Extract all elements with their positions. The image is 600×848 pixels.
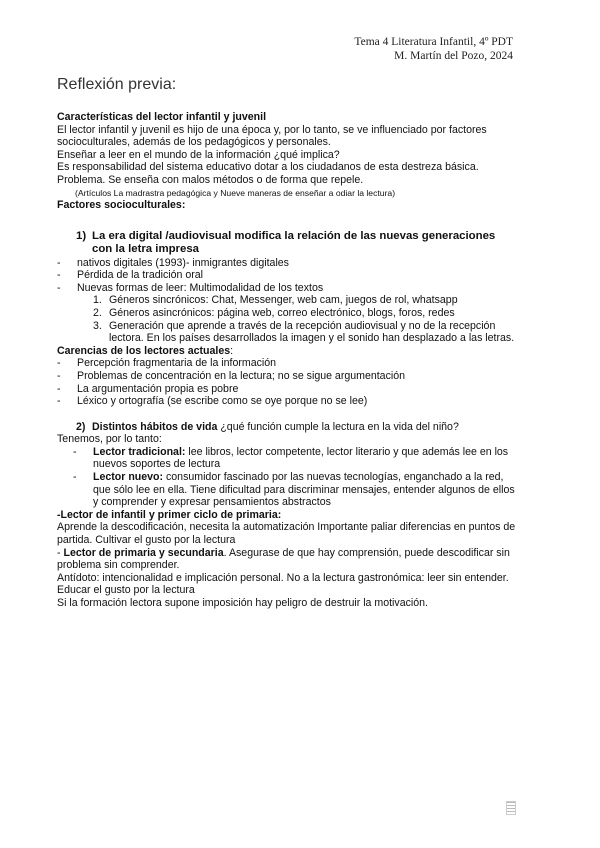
factor-item-1 (57, 230, 517, 257)
page-title: Reflexión previa: (57, 76, 177, 93)
dash-marker: - (57, 357, 61, 370)
multimodal-item-text: Generación que aprende a través de la recepción audiovisual y no de la recepción lectora. En los países desarrollados la imagen y el sonido han desplazado a las letras. (109, 319, 515, 345)
habitos-title: Distintos hábitos de vida (92, 420, 218, 433)
caracteristicas-paragraph-2: Enseñar a leer en el mundo de la información ¿qué implica? (57, 148, 340, 161)
infantil-heading: -Lector de infantil y primer ciclo de primaria: (57, 508, 282, 521)
dash-marker: - (57, 269, 61, 282)
carencia-text: Problemas de concentración en la lectura; no se sigue argumentación (77, 369, 406, 382)
factor-bullet (57, 282, 517, 295)
habitos-line (92, 421, 459, 434)
multimodal-item-text: Géneros asincrónicos: página web, correo electrónico, blogs, foros, redes (109, 306, 455, 319)
infantil-text: Aprende la descodificación, necesita la automatización Importante paliar diferencias en puntos de partida. Cultivar el gusto por la lectura (57, 521, 516, 547)
lector-nuevo-text: consumidor fascinado por las nuevas tecnologías, enganchado a la red, que sólo lee en ella. Tiene dificultad para discriminar mensajes, entender algunos de ellos y comprender y expresar pensamientos abstractos (93, 471, 515, 509)
primaria-antidoto: Antídoto: intencionalidad e implicación personal. No a la lectura gastronómica: leer sin entender. Educar el gusto por la lectura (57, 571, 509, 597)
dash-marker: - (57, 281, 61, 294)
page-thumbnail-icon (506, 801, 516, 815)
lector-nuevo-item (57, 471, 517, 509)
document-body (57, 111, 517, 610)
carencia-item (57, 357, 517, 370)
caracteristicas-paragraph-1: El lector infantil y juvenil es hijo de una época y, por lo tanto, se ve influenciado por factores socioculturales, además de los pedagógicos y personales. (57, 123, 487, 149)
primaria-dash: - (57, 546, 64, 559)
lector-tradicional-text: lee libros, lector competente, lector literario y que además lee en los nuevos soportes de lectura (93, 445, 509, 471)
articles-note: (Artículos La madrastra pedagógica y Nueve maneras de enseñar a odiar la lectura) (75, 187, 396, 198)
factor-item-1-title: La era digital /audiovisual modifica la relación de las nuevas generaciones con la letra impresa (92, 229, 496, 256)
multimodal-item (93, 307, 517, 320)
carencia-text: La argumentación propia es pobre (77, 382, 239, 395)
factores-heading: Factores socioculturales: (57, 199, 186, 212)
lector-tradicional-item (57, 446, 517, 471)
primaria-text: . Asegurase de que hay comprensión, puede descodificar sin problema sin comprender. (57, 546, 510, 572)
primaria-heading: Lector de primaria y secundaria (63, 546, 224, 559)
carencia-item (57, 370, 517, 383)
factor-bullet (57, 257, 517, 270)
page-header (354, 35, 513, 63)
header-author: M. Martín del Pozo, 2024 (394, 50, 513, 62)
carencia-item (57, 395, 517, 408)
multimodal-item-text: Géneros sincrónicos: Chat, Messenger, web cam, juegos de rol, whatsapp (109, 294, 458, 307)
factor-item-1-number: 1) (76, 229, 87, 242)
carencia-text: Percepción fragmentaria de la información (77, 357, 277, 370)
habitos-number: 2) (76, 420, 86, 433)
dash-marker: - (57, 382, 61, 395)
header-course: Tema 4 Literatura Infantil, 4º PDT (354, 36, 513, 48)
factor-bullet-text: nativos digitales (1993)- inmigrantes digitales (77, 256, 289, 269)
dash-marker: - (57, 256, 61, 269)
multimodal-list (57, 294, 517, 344)
lector-nuevo-label: Lector nuevo: (93, 471, 164, 484)
dash-marker: - (57, 369, 61, 382)
habitos-question: ¿qué función cumple la lectura en la vida del niño? (217, 420, 459, 433)
multimodal-item-number: 1. (93, 294, 102, 307)
caracteristicas-heading: Características del lector infantil y juvenil (57, 111, 267, 123)
multimodal-item-number: 2. (93, 306, 102, 319)
factor-bullet-text: Pérdida de la tradición oral (77, 269, 204, 282)
multimodal-item (93, 294, 517, 307)
carencia-item (57, 383, 517, 396)
carencia-text: Léxico y ortografía (se escribe como se oye porque no se lee) (77, 395, 368, 408)
caracteristicas-paragraph-3: Es responsabilidad del sistema educativo dotar a los ciudadanos de esta destreza básica. Problema. Se enseña con malos métodos o de forma que repele. (57, 161, 479, 186)
lector-tradicional-line (93, 446, 517, 471)
habitos-heading (57, 421, 517, 434)
carencias-heading-line (57, 345, 517, 358)
carencias-colon: : (230, 344, 234, 357)
lector-tradicional-label: Lector tradicional: (93, 445, 186, 458)
dash-marker: - (73, 471, 77, 484)
dash-marker: - (57, 395, 61, 408)
carencias-heading: Carencias de los lectores actuales (57, 344, 231, 357)
multimodal-item (93, 320, 517, 345)
lector-nuevo-line (93, 471, 517, 509)
primaria-line (57, 547, 517, 572)
factor-bullet (57, 269, 517, 282)
multimodal-item-number: 3. (93, 319, 102, 332)
factor-bullet-text: Nuevas formas de leer: Multimodalidad de los textos (77, 281, 324, 294)
habitos-intro: Tenemos, por lo tanto: (57, 433, 162, 446)
primaria-conclusion: Si la formación lectora supone imposición hay peligro de destruir la motivación. (57, 597, 428, 609)
dash-marker: - (73, 445, 77, 458)
